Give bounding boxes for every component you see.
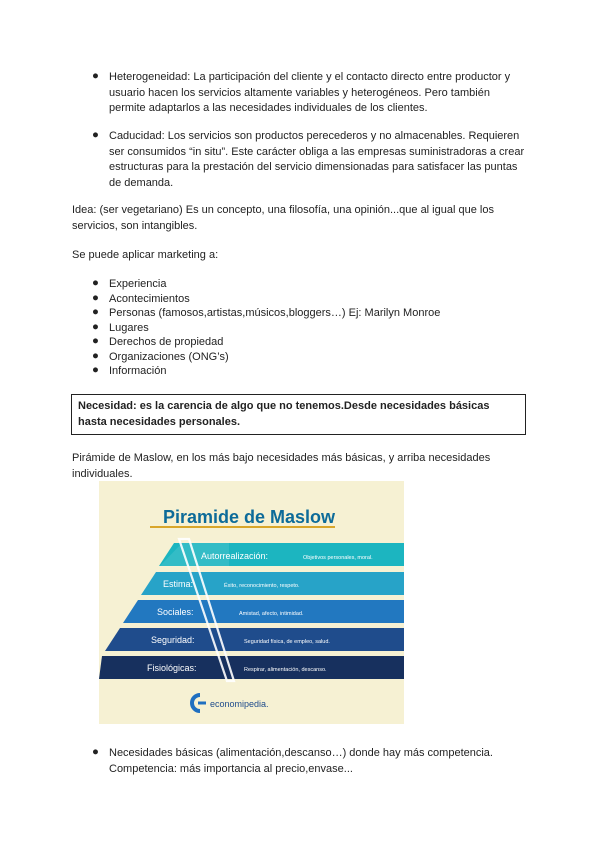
level-desc: Respirar, alimentación, descanso. (244, 667, 327, 673)
maslow-pyramid-image (99, 481, 404, 724)
marketing-intro: Se puede aplicar marketing a: (72, 249, 219, 261)
text-line: Heterogeneidad: La participación del cliente y el contacto directo entre productor y (109, 71, 511, 83)
text-line: estructuras para la prestación del servicio dimensionadas para satisfacer las puntas (109, 161, 518, 174)
bullet-dot: ● (92, 291, 99, 304)
text-line: Necesidad: es la carencia de algo que no tenemos.Desde necesidades básicas (78, 400, 490, 412)
bullet-heterogeneidad (109, 70, 539, 117)
bullet-dot: ● (92, 746, 99, 758)
brand-text: economipedia. (210, 699, 269, 709)
list-item: Personas (famosos,artistas,músicos,bloggers…) Ej: Marilyn Monroe (109, 307, 441, 319)
bullet-dot: ● (92, 320, 99, 333)
pyramid-title: Piramide de Maslow (162, 507, 336, 527)
bullet-dot: ● (92, 70, 99, 82)
level-desc: Seguridad física, de empleo, salud. (244, 639, 330, 645)
list-item: Experiencia (109, 278, 167, 290)
text-line: Idea: (ser vegetariano) Es un concepto, una filosofía, una opinión...que al igual que los (72, 204, 494, 216)
bullet-necesidades-basicas (109, 746, 539, 777)
level-name: Fisiológicas: (147, 663, 197, 673)
bullet-dot: ● (92, 335, 99, 347)
text-line: Necesidades básicas (alimentación,descanso…) donde hay más competencia. (109, 747, 493, 759)
bullet-dot: ● (92, 306, 99, 318)
idea-paragraph (72, 203, 532, 234)
text-line: Pirámide de Maslow, en los más bajo necesidades más básicas, y arriba necesidades (72, 452, 491, 464)
level-desc: Objetivos personales, moral. (303, 555, 373, 561)
list-item: Acontecimientos (109, 292, 190, 305)
bullet-dot: ● (92, 277, 99, 289)
list-item: Lugares (109, 321, 149, 334)
list-item: Derechos de propiedad (109, 336, 224, 348)
level-desc: Amistad, afecto, intimidad. (239, 611, 304, 617)
bullet-dot: ● (92, 349, 99, 362)
level-name: Sociales: (157, 607, 194, 617)
text-line: permite adaptarlos a las necesidades individuales de los clientes. (109, 102, 428, 115)
text-line: de demanda. (109, 176, 174, 189)
text-line: hasta necesidades personales. (78, 415, 241, 428)
text-line: Caducidad: Los servicios son productos perecederos y no almacenables. Requieren (109, 130, 520, 142)
text-line: Competencia: más importancia al precio,envase... (109, 762, 353, 775)
necesidad-definition-box (71, 394, 526, 435)
list-item: Organizaciones (ONG’s) (109, 350, 229, 363)
text-line: usuario hacen los servicios altamente variables y heterogéneos. Pero también (109, 86, 490, 99)
text-line: ser consumidos “in situ”. Este carácter obliga a las empresas suministradoras a crear (109, 145, 525, 158)
list-item: Información (109, 365, 167, 377)
bullet-dot: ● (92, 364, 99, 376)
level-name: Seguridad: (151, 635, 195, 645)
text-line: servicios, son intangibles. (72, 219, 198, 232)
text-line: individuales. (72, 467, 133, 480)
level-desc: Éxito, reconocimiento, respeto. (224, 583, 300, 589)
level-name: Autorrealización: (201, 551, 269, 561)
bullet-dot: ● (92, 129, 99, 141)
logo-bar (198, 702, 206, 705)
maslow-caption (72, 451, 532, 482)
bullet-caducidad (109, 129, 539, 191)
level-name: Estima: (163, 579, 194, 589)
